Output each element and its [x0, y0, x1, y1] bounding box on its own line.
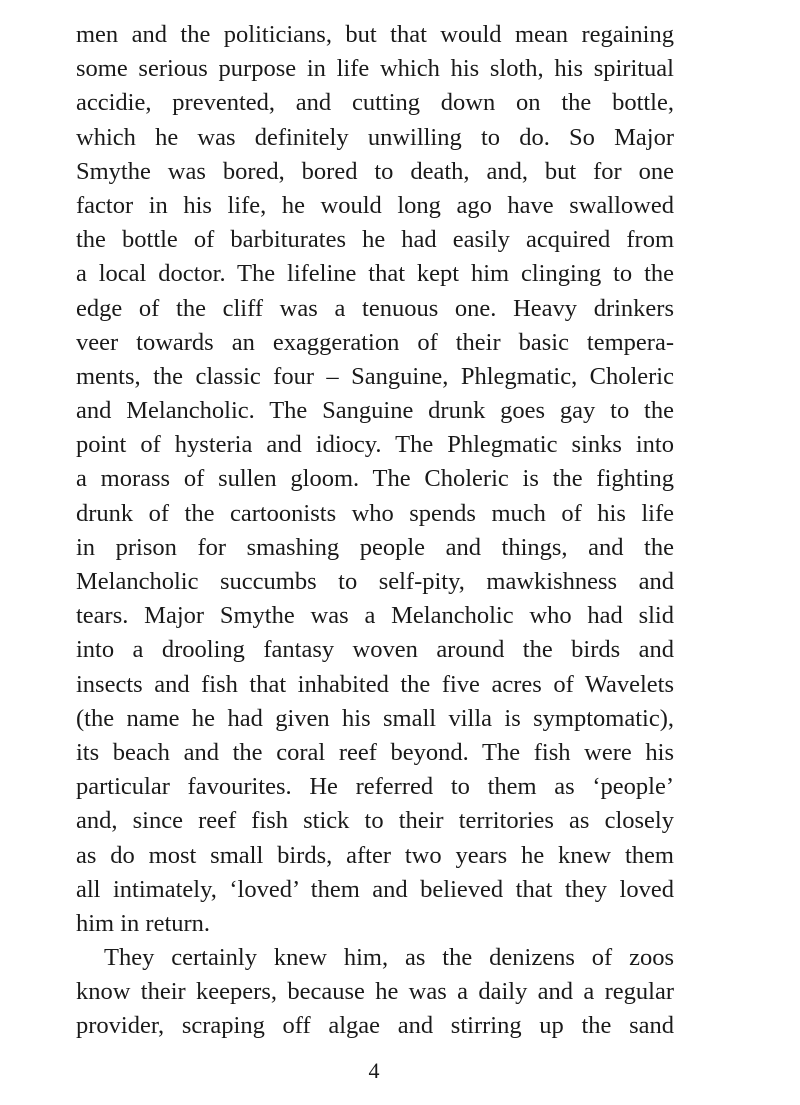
- text-line: the bottle of barbiturates he had easily acquired from: [76, 226, 674, 254]
- text-line: They certainly knew him, as the denizens of zoos: [104, 944, 674, 972]
- text-line: as do most small birds, after two years he knew them: [76, 841, 674, 869]
- text-line: and Melancholic. The Sanguine drunk goes gay to the: [76, 397, 674, 425]
- text-line: insects and fish that inhabited the five acres of Wavelets: [76, 670, 674, 698]
- text-line: particular favourites. He referred to them as ‘people’: [76, 773, 674, 801]
- text-line: edge of the cliff was a tenuous one. Heavy drinkers: [76, 294, 674, 322]
- text-line: veer towards an exaggeration of their basic tempera-: [76, 328, 674, 356]
- text-line: men and the politicians, but that would mean regaining: [76, 21, 674, 48]
- text-line: tears. Major Smythe was a Melancholic who had slid: [76, 602, 674, 630]
- text-line: some serious purpose in life which his sloth, his spiritual: [76, 55, 674, 83]
- page-body: [76, 18, 674, 1044]
- text-line: Melancholic succumbs to self-pity, mawkishness and: [76, 568, 674, 595]
- page-number: 4: [368, 1058, 380, 1083]
- text-line: factor in his life, he would long ago have swallowed: [76, 191, 674, 219]
- text-line: accidie, prevented, and cutting down on the bottle,: [76, 89, 674, 117]
- text-line: point of hysteria and idiocy. The Phlegmatic sinks into: [76, 431, 674, 459]
- paragraph-1: [76, 18, 674, 941]
- text-line: provider, scraping off algae and stirring up the sand: [76, 1012, 674, 1040]
- text-line: all intimately, ‘loved’ them and believed that they loved: [76, 875, 674, 903]
- text-line: Smythe was bored, bored to death, and, but for one: [76, 157, 674, 185]
- text-line: him in return.: [76, 909, 211, 937]
- paragraph-2: [76, 941, 674, 1044]
- text-line: in prison for smashing people and things, and the: [76, 533, 674, 561]
- text-line: ments, the classic four – Sanguine, Phlegmatic, Choleric: [76, 362, 674, 390]
- text-line: know their keepers, because he was a daily and a regular: [76, 978, 674, 1006]
- text-line: its beach and the coral reef beyond. The fish were his: [76, 738, 674, 766]
- text-line: drunk of the cartoonists who spends much of his life: [76, 499, 674, 527]
- text-line: a morass of sullen gloom. The Choleric is the fighting: [76, 465, 674, 493]
- text-line: which he was definitely unwilling to do. So Major: [76, 123, 674, 151]
- text-line: a local doctor. The lifeline that kept him clinging to the: [76, 260, 674, 288]
- text-line: and, since reef fish stick to their territories as closely: [76, 807, 674, 835]
- text-line: into a drooling fantasy woven around the birds and: [76, 636, 674, 664]
- text-line: (the name he had given his small villa is symptomatic),: [76, 704, 674, 732]
